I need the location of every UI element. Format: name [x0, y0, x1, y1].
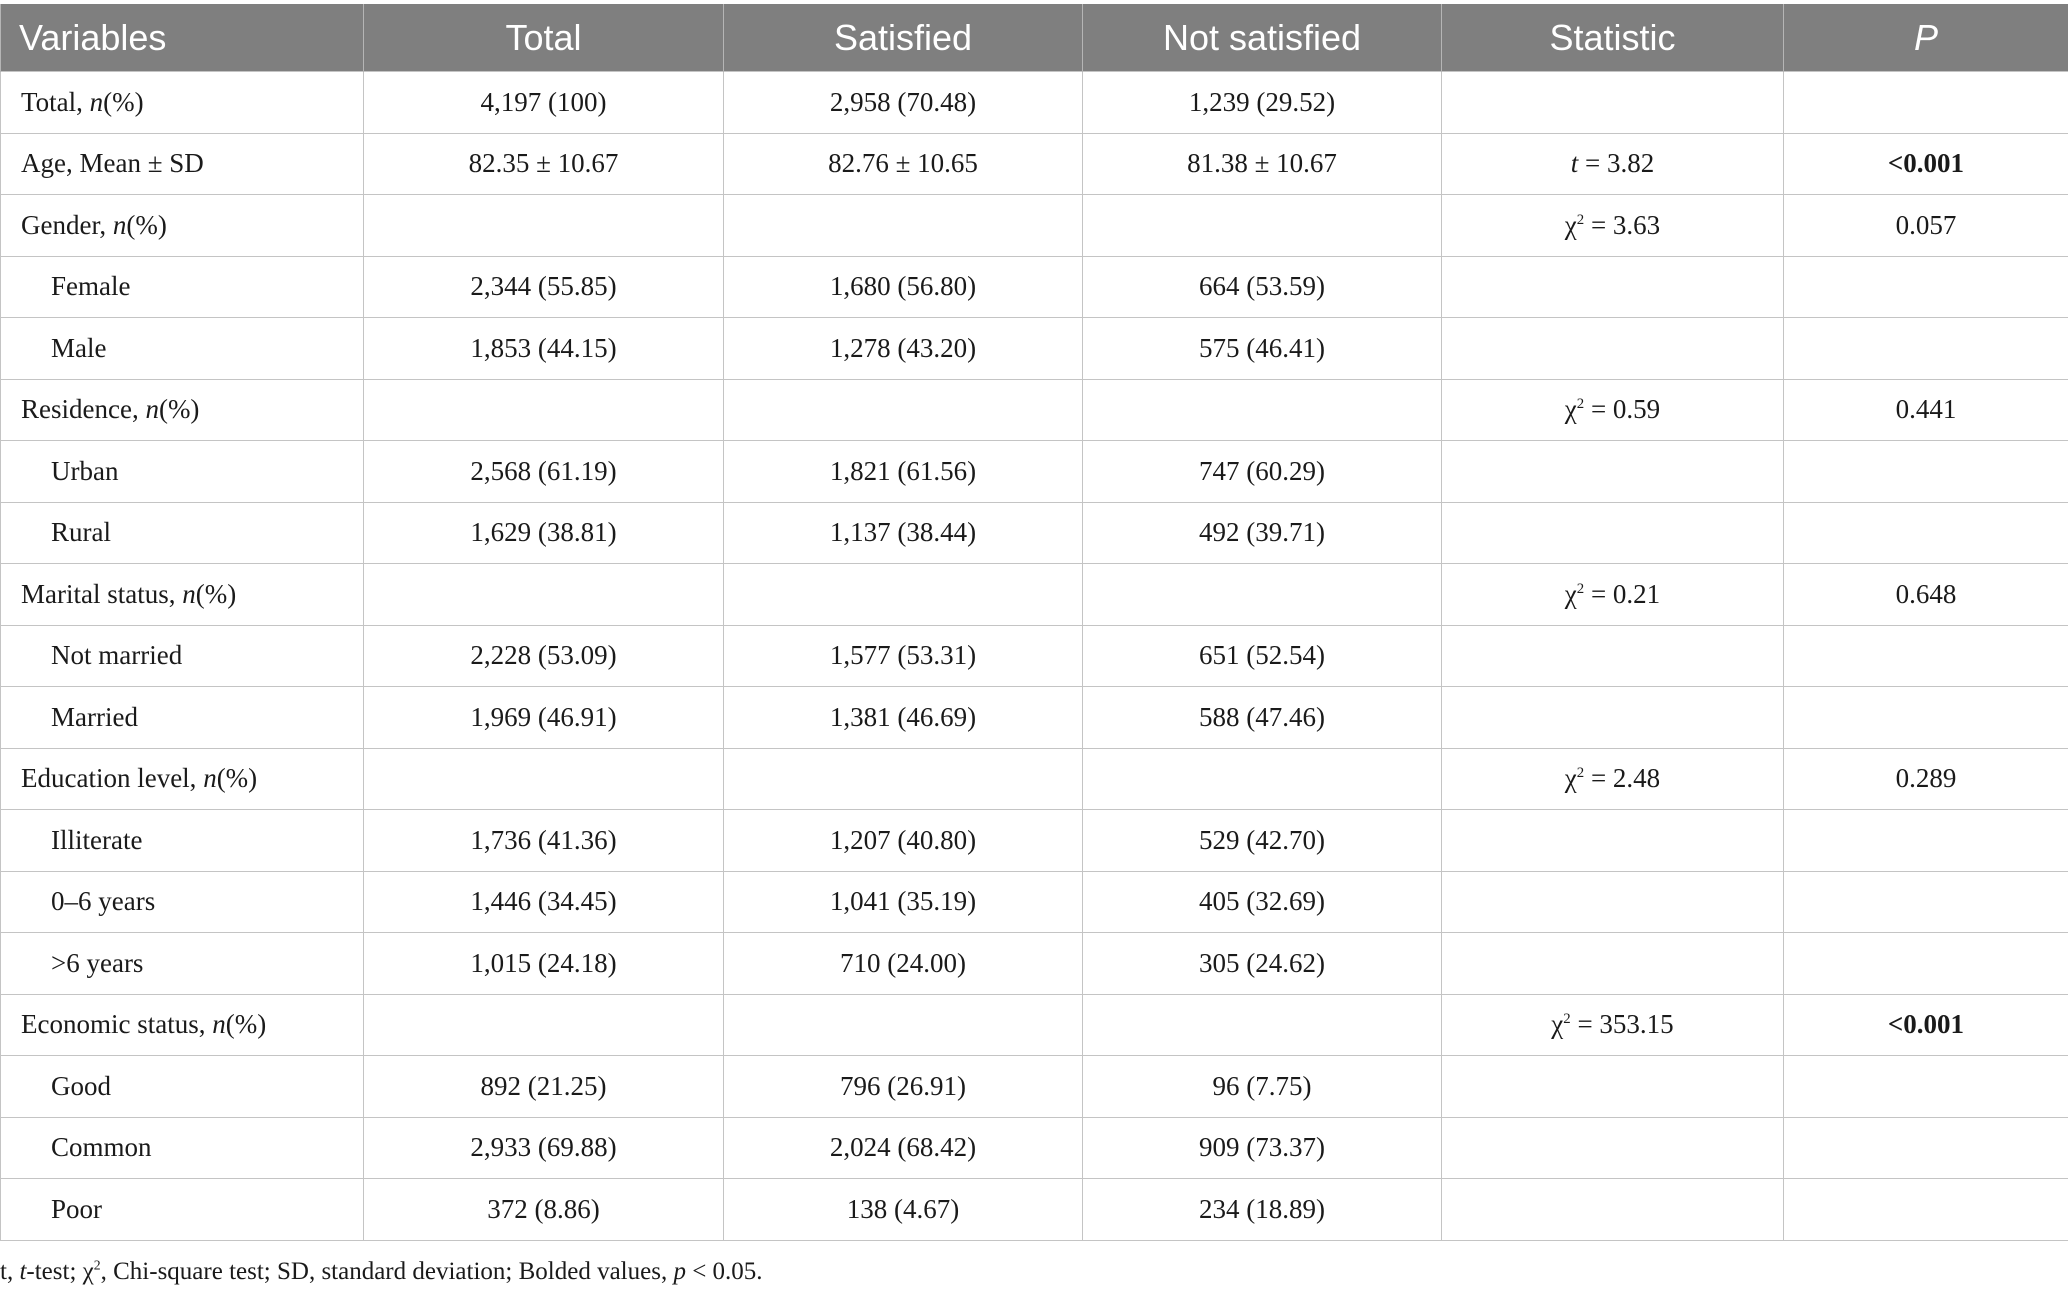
footnote-part2: -test; χ: [26, 1258, 94, 1285]
variable-label-suffix: (%): [225, 1009, 267, 1040]
cell-p-value: [1784, 810, 2068, 872]
cell-statistic: [1442, 1056, 1784, 1118]
cell-p-value: [1784, 72, 2068, 134]
cell-satisfied: 796 (26.91): [724, 1056, 1083, 1118]
variable-label-suffix: (%): [103, 86, 144, 117]
header-variables: Variables: [1, 4, 364, 72]
cell-total: 892 (21.25): [364, 1056, 724, 1118]
cell-variable: [1, 195, 364, 257]
variable-label: Education level,: [21, 763, 204, 794]
variable-label: Not married: [51, 640, 183, 671]
variable-label-italic: n: [89, 86, 104, 117]
table-row: [1, 1117, 2068, 1179]
variable-label: >6 years: [51, 947, 144, 978]
cell-satisfied: 1,041 (35.19): [724, 871, 1083, 933]
table-row: [1, 625, 2068, 687]
cell-total: 82.35 ± 10.67: [364, 133, 724, 195]
cell-not-satisfied: 81.38 ± 10.67: [1083, 133, 1442, 195]
footnote-sup: 2: [93, 1257, 101, 1273]
table-row: [1, 1056, 2068, 1118]
table-row: [1, 748, 2068, 810]
statistic-value: = 353.15: [1570, 1009, 1674, 1040]
cell-total: 1,969 (46.91): [364, 687, 724, 749]
cell-p-value: [1784, 318, 2068, 380]
cell-total: [364, 195, 724, 257]
table-body: [1, 72, 2068, 1241]
cell-statistic: [1442, 625, 1784, 687]
cell-statistic: [1442, 318, 1784, 380]
cell-statistic: [1442, 441, 1784, 503]
variable-label: Residence,: [21, 394, 146, 425]
statistic-symbol: χ: [1564, 394, 1577, 425]
footnote-t-italic: t: [19, 1258, 27, 1285]
cell-not-satisfied: [1083, 748, 1442, 810]
header-row: [1, 4, 2068, 72]
cell-variable: [1, 379, 364, 441]
variable-label: Marital status,: [21, 578, 183, 609]
footnote-part3: , Chi-square test; SD, standard deviation; Bolded values,: [100, 1258, 674, 1285]
cell-not-satisfied: 909 (73.37): [1083, 1117, 1442, 1179]
cell-not-satisfied: 1,239 (29.52): [1083, 72, 1442, 134]
cell-variable: [1, 318, 364, 380]
statistic-superscript: 2: [1563, 1011, 1571, 1028]
table-row: [1, 379, 2068, 441]
table-row: [1, 195, 2068, 257]
cell-p-value: <0.001: [1784, 994, 2068, 1056]
variable-label-suffix: (%): [158, 394, 200, 425]
cell-not-satisfied: [1083, 379, 1442, 441]
cell-not-satisfied: 588 (47.46): [1083, 687, 1442, 749]
cell-total: 2,228 (53.09): [364, 625, 724, 687]
cell-total: 2,568 (61.19): [364, 441, 724, 503]
statistic-value: = 3.63: [1584, 209, 1661, 240]
cell-p-value: 0.648: [1784, 564, 2068, 626]
cell-statistic: [1442, 195, 1784, 257]
table-row: [1, 133, 2068, 195]
variable-label: Female: [51, 271, 131, 302]
cell-satisfied: 1,278 (43.20): [724, 318, 1083, 380]
variable-label-italic: n: [145, 394, 159, 425]
variable-label-italic: n: [112, 209, 127, 240]
cell-not-satisfied: 664 (53.59): [1083, 256, 1442, 318]
cell-not-satisfied: [1083, 564, 1442, 626]
table-header: [1, 4, 2068, 72]
table-row: [1, 1179, 2068, 1241]
cell-statistic: [1442, 1179, 1784, 1241]
variable-label: Gender,: [21, 209, 113, 240]
cell-not-satisfied: 96 (7.75): [1083, 1056, 1442, 1118]
cell-variable: [1, 133, 364, 195]
cell-total: 1,853 (44.15): [364, 318, 724, 380]
cell-statistic: [1442, 379, 1784, 441]
cell-satisfied: [724, 994, 1083, 1056]
cell-not-satisfied: 529 (42.70): [1083, 810, 1442, 872]
header-p: P: [1784, 4, 2068, 72]
footnote-part4: < 0.05.: [685, 1258, 763, 1285]
cell-total: 1,736 (41.36): [364, 810, 724, 872]
cell-p-value: <0.001: [1784, 133, 2068, 195]
statistic-superscript: 2: [1576, 580, 1585, 597]
table-row: [1, 687, 2068, 749]
cell-satisfied: 82.76 ± 10.65: [724, 133, 1083, 195]
header-statistic: Statistic: [1442, 4, 1784, 72]
cell-total: 1,015 (24.18): [364, 933, 724, 995]
cell-not-satisfied: 575 (46.41): [1083, 318, 1442, 380]
cell-statistic: [1442, 933, 1784, 995]
statistic-symbol: χ: [1564, 209, 1577, 240]
cell-not-satisfied: 651 (52.54): [1083, 625, 1442, 687]
cell-variable: [1, 687, 364, 749]
cell-satisfied: [724, 564, 1083, 626]
cell-variable: [1, 994, 364, 1056]
cell-variable: [1, 72, 364, 134]
variable-label-italic: n: [182, 578, 196, 609]
cell-variable: [1, 564, 364, 626]
table-row: [1, 502, 2068, 564]
cell-variable: [1, 933, 364, 995]
table-row: [1, 810, 2068, 872]
statistic-symbol: χ: [1551, 1009, 1564, 1040]
variable-label: Urban: [51, 455, 119, 486]
table-row: [1, 564, 2068, 626]
cell-statistic: [1442, 810, 1784, 872]
cell-variable: [1, 1117, 364, 1179]
cell-satisfied: 1,821 (61.56): [724, 441, 1083, 503]
cell-variable: [1, 625, 364, 687]
cell-statistic: [1442, 564, 1784, 626]
cell-total: [364, 379, 724, 441]
table-row: [1, 318, 2068, 380]
statistic-symbol: χ: [1564, 578, 1577, 609]
cell-variable: [1, 748, 364, 810]
cell-p-value: 0.289: [1784, 748, 2068, 810]
cell-satisfied: 1,680 (56.80): [724, 256, 1083, 318]
cell-satisfied: 2,958 (70.48): [724, 72, 1083, 134]
cell-statistic: [1442, 994, 1784, 1056]
cell-variable: [1, 502, 364, 564]
cell-p-value: [1784, 1179, 2068, 1241]
table-row: [1, 871, 2068, 933]
cell-not-satisfied: 492 (39.71): [1083, 502, 1442, 564]
statistic-superscript: 2: [1576, 765, 1585, 782]
statistic-value: = 2.48: [1584, 763, 1661, 794]
header-total: Total: [364, 4, 724, 72]
cell-total: 1,446 (34.45): [364, 871, 724, 933]
header-satisfied: Satisfied: [724, 4, 1083, 72]
variable-label: Age, Mean ± SD: [21, 148, 204, 179]
cell-not-satisfied: [1083, 195, 1442, 257]
cell-statistic: [1442, 871, 1784, 933]
cell-variable: [1, 1056, 364, 1118]
variable-label: Illiterate: [51, 824, 143, 855]
cell-satisfied: [724, 748, 1083, 810]
cell-total: 2,933 (69.88): [364, 1117, 724, 1179]
cell-p-value: [1784, 933, 2068, 995]
cell-p-value: [1784, 625, 2068, 687]
statistic-value: = 0.59: [1584, 394, 1661, 425]
variable-label-suffix: (%): [195, 578, 237, 609]
cell-variable: [1, 810, 364, 872]
statistic-superscript: 2: [1576, 211, 1585, 228]
footnote-p-italic: p: [673, 1258, 686, 1285]
cell-total: [364, 994, 724, 1056]
cell-satisfied: 710 (24.00): [724, 933, 1083, 995]
footnote-part1: t,: [0, 1258, 20, 1285]
cell-statistic: [1442, 256, 1784, 318]
variable-label: Good: [51, 1070, 111, 1101]
cell-total: [364, 748, 724, 810]
cell-satisfied: 2,024 (68.42): [724, 1117, 1083, 1179]
table-row: [1, 441, 2068, 503]
cell-satisfied: [724, 195, 1083, 257]
cell-p-value: [1784, 502, 2068, 564]
variable-label-italic: n: [212, 1009, 226, 1040]
variable-label-suffix: (%): [216, 763, 258, 794]
header-not-satisfied: Not satisfied: [1083, 4, 1442, 72]
table-row: [1, 933, 2068, 995]
cell-satisfied: [724, 379, 1083, 441]
cell-p-value: [1784, 256, 2068, 318]
statistic-superscript: 2: [1576, 396, 1585, 413]
cell-variable: [1, 441, 364, 503]
cell-p-value: [1784, 441, 2068, 503]
cell-p-value: [1784, 1117, 2068, 1179]
cell-variable: [1, 256, 364, 318]
variable-label: 0–6 years: [51, 886, 156, 917]
statistic-value: = 3.82: [1578, 148, 1655, 179]
statistic-symbol: χ: [1564, 763, 1577, 794]
cell-not-satisfied: 747 (60.29): [1083, 441, 1442, 503]
cell-total: 4,197 (100): [364, 72, 724, 134]
cell-satisfied: 1,577 (53.31): [724, 625, 1083, 687]
variable-label-italic: n: [203, 763, 217, 794]
cell-statistic: [1442, 748, 1784, 810]
variable-label: Rural: [51, 517, 111, 548]
cell-p-value: [1784, 1056, 2068, 1118]
variable-label: Poor: [51, 1193, 103, 1224]
cell-satisfied: 1,381 (46.69): [724, 687, 1083, 749]
cell-variable: [1, 871, 364, 933]
cell-not-satisfied: 305 (24.62): [1083, 933, 1442, 995]
cell-statistic: [1442, 687, 1784, 749]
variable-label: Economic status,: [21, 1009, 213, 1040]
variable-label: Total,: [21, 86, 90, 117]
cell-p-value: 0.441: [1784, 379, 2068, 441]
statistic-value: = 0.21: [1584, 578, 1661, 609]
cell-p-value: 0.057: [1784, 195, 2068, 257]
table-row: [1, 256, 2068, 318]
cell-statistic: [1442, 502, 1784, 564]
statistic-symbol: t: [1570, 148, 1579, 179]
cell-variable: [1, 1179, 364, 1241]
cell-total: [364, 564, 724, 626]
variable-label: Common: [51, 1132, 152, 1163]
cell-p-value: [1784, 687, 2068, 749]
cell-total: 372 (8.86): [364, 1179, 724, 1241]
cell-p-value: [1784, 871, 2068, 933]
data-table: [0, 4, 2068, 1241]
cell-total: 2,344 (55.85): [364, 256, 724, 318]
table-row: [1, 994, 2068, 1056]
cell-satisfied: 1,137 (38.44): [724, 502, 1083, 564]
variable-label-suffix: (%): [126, 209, 167, 240]
table-footnote: [0, 1258, 763, 1286]
cell-satisfied: 138 (4.67): [724, 1179, 1083, 1241]
cell-satisfied: 1,207 (40.80): [724, 810, 1083, 872]
cell-statistic: [1442, 1117, 1784, 1179]
table-row: [1, 72, 2068, 134]
variable-label: Married: [51, 701, 138, 732]
cell-not-satisfied: [1083, 994, 1442, 1056]
cell-not-satisfied: 234 (18.89): [1083, 1179, 1442, 1241]
variable-label: Male: [51, 332, 107, 363]
cell-not-satisfied: 405 (32.69): [1083, 871, 1442, 933]
cell-total: 1,629 (38.81): [364, 502, 724, 564]
cell-statistic: [1442, 72, 1784, 134]
cell-statistic: [1442, 133, 1784, 195]
